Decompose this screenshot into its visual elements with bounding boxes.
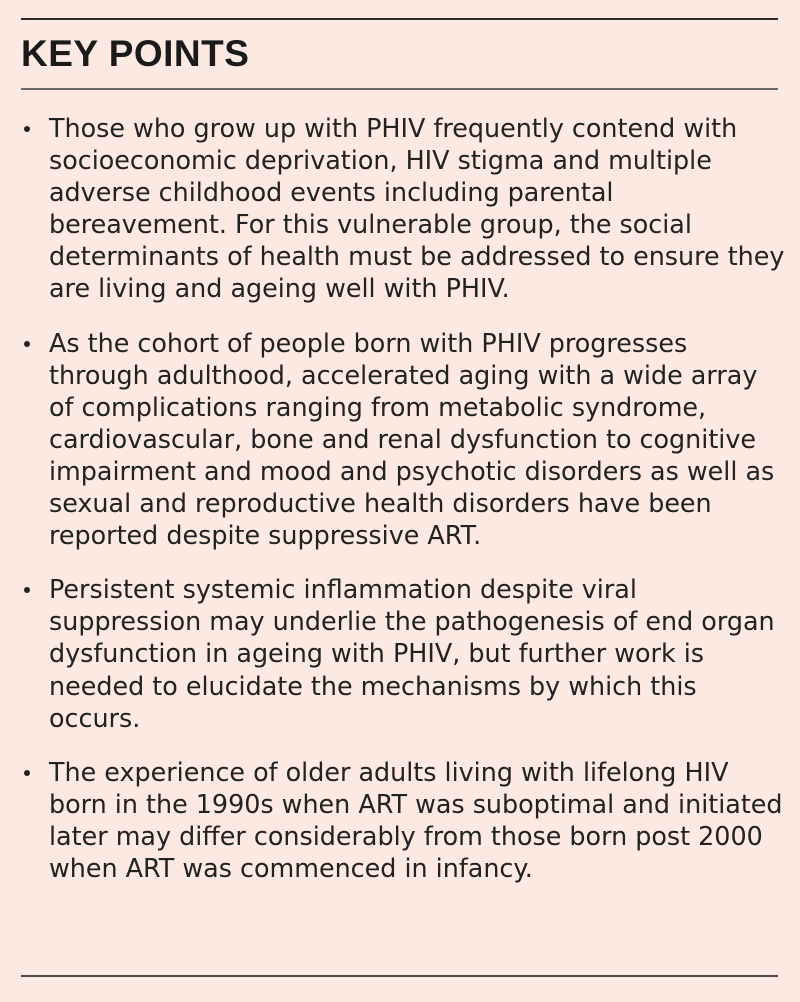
key-point-3 xyxy=(0,573,800,733)
top-rule xyxy=(21,18,778,20)
bottom-rule xyxy=(21,975,778,977)
key-point-text: As the cohort of people born with PHIV progresses through adulthood, accelerated aging with a wide array of complications ranging from metabolic syndrome, cardiovascular, bone and renal dysfunction to cognitive impairment and mood and psychotic disorders as well as sexual and reproductive health disorders have been reported despite suppressive ART. xyxy=(49,327,775,551)
key-point-4 xyxy=(0,756,800,884)
bullet-icon xyxy=(24,126,30,132)
key-point-text: Persistent systemic inflammation despite viral suppression may underlie the pathogenesis of end organ dysfunction in ageing with PHIV, but further work is needed to elucidate the mechanisms by which this occurs. xyxy=(49,574,775,733)
key-point-2 xyxy=(0,327,800,552)
key-points-list xyxy=(0,112,800,906)
bullet-icon xyxy=(24,341,30,347)
key-points-heading: KEY POINTS xyxy=(21,33,250,74)
heading-divider xyxy=(21,88,778,90)
bullet-icon xyxy=(24,587,30,593)
bullet-icon xyxy=(24,770,30,776)
key-point-text: The experience of older adults living with lifelong HIV born in the 1990s when ART was suboptimal and initiated later may differ considerably from those born post 2000 when ART was commenced in infancy. xyxy=(49,756,783,883)
key-point-1 xyxy=(0,112,800,305)
key-point-text: Those who grow up with PHIV frequently contend with socioeconomic deprivation, HIV stigma and multiple adverse childhood events including parental bereavement. For this vulnerable group, the social determinants of health must be addressed to ensure they are living and ageing well with PHIV. xyxy=(49,113,785,304)
